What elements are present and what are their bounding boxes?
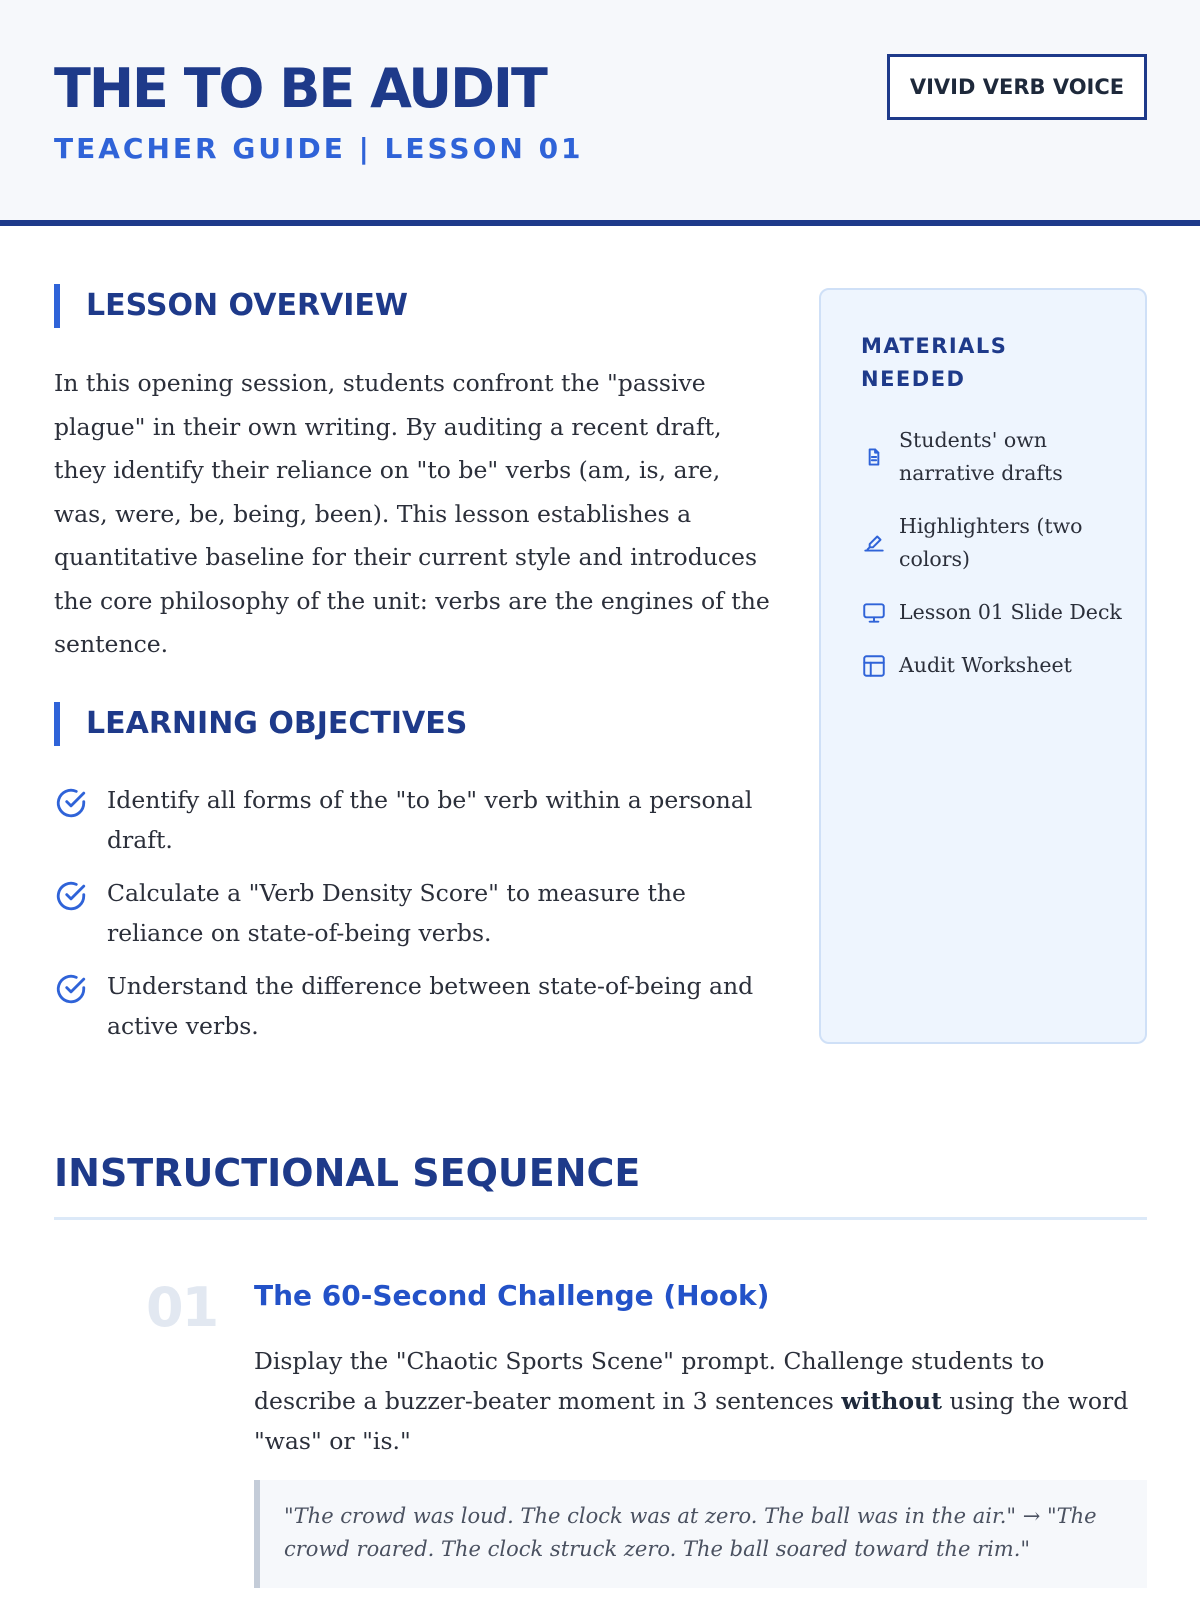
objective-text: Understand the difference between state-of-being and active verbs. xyxy=(107,972,754,1040)
step-description xyxy=(254,1341,1144,1461)
objectives-list xyxy=(54,780,774,1059)
materials-card xyxy=(819,288,1147,1044)
material-label: Students' own narrative drafts xyxy=(899,428,1063,485)
objective-text: Identify all forms of the "to be" verb within a personal draft. xyxy=(107,786,753,854)
brand-badge: VIVID VERB VOICE xyxy=(887,54,1147,120)
material-item xyxy=(861,649,1131,682)
objective-item xyxy=(54,873,774,953)
material-label: Lesson 01 Slide Deck xyxy=(899,600,1122,624)
material-item xyxy=(861,596,1131,629)
document-icon xyxy=(861,444,887,470)
worksheet-icon xyxy=(861,653,887,679)
document-subtitle: TEACHER GUIDE | LESSON 01 xyxy=(54,132,584,165)
objective-text: Calculate a "Verb Density Score" to measure the reliance on state-of-being verbs. xyxy=(107,879,686,947)
material-item xyxy=(861,510,1131,576)
section-divider xyxy=(54,1217,1147,1220)
document-title: THE TO BE AUDIT xyxy=(54,57,546,120)
material-label: Audit Worksheet xyxy=(899,653,1072,677)
example-quote: "The crowd was loud. The clock was at zero. The ball was in the air." → "The crowd roared. The clock struck zero. The ball soared toward the rim." xyxy=(254,1480,1147,1588)
objective-item xyxy=(54,966,774,1046)
check-circle-icon xyxy=(54,879,88,913)
step-number: 01 xyxy=(146,1276,218,1339)
check-circle-icon xyxy=(54,972,88,1006)
page-header xyxy=(0,0,1200,226)
lesson-overview-text: In this opening session, students confront the "passive plague" in their own writing. By auditing a recent draft, they identify their reliance on "to be" verbs (am, is, are, was, were, be, being, been). This lesson establishes a quantitative baseline for their current style and introduces the core philosophy of the unit: verbs are the engines of the sentence. xyxy=(54,369,770,658)
step-text-after: using the word "was" or "is." xyxy=(254,1387,1129,1455)
material-label: Highlighters (two colors) xyxy=(899,514,1083,571)
highlighter-icon xyxy=(861,530,887,556)
materials-title: MATERIALS NEEDED xyxy=(861,334,1008,391)
learning-objectives-heading: LEARNING OBJECTIVES xyxy=(54,702,467,746)
step-title: The 60-Second Challenge (Hook) xyxy=(254,1279,770,1312)
material-item xyxy=(861,424,1131,490)
check-circle-icon xyxy=(54,786,88,820)
materials-list xyxy=(861,424,1131,702)
step-text-before: Display the "Chaotic Sports Scene" prompt. Challenge students to describe a buzzer-beater moment in 3 sentences xyxy=(254,1347,1045,1415)
monitor-icon xyxy=(861,600,887,626)
step-text-emphasis: without xyxy=(841,1387,942,1415)
objective-item xyxy=(54,780,774,860)
instructional-sequence-heading: INSTRUCTIONAL SEQUENCE xyxy=(54,1151,641,1195)
lesson-overview-heading: LESSON OVERVIEW xyxy=(54,284,408,328)
